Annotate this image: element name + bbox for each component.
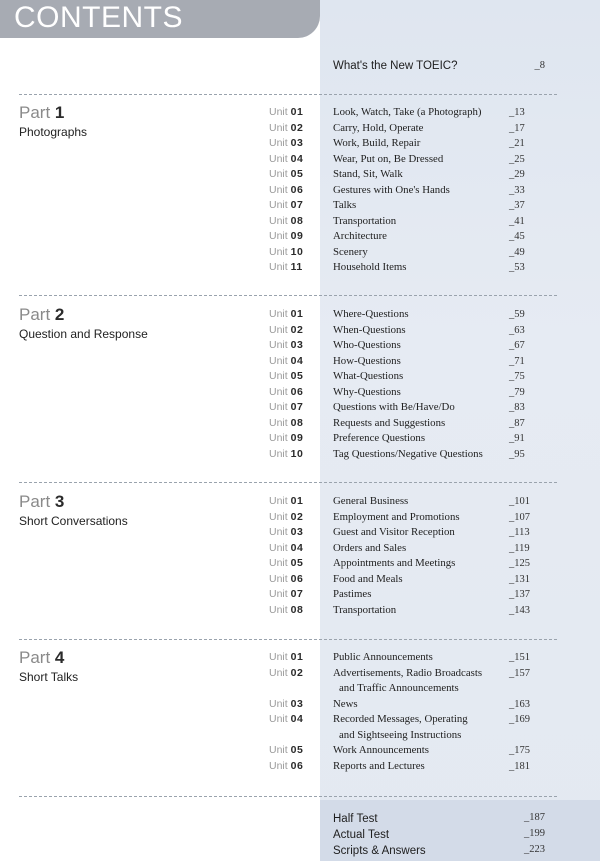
unit-title bbox=[333, 152, 505, 168]
unit-page: _17 bbox=[509, 122, 525, 134]
unit-page: _75 bbox=[509, 371, 525, 382]
part-number: 3 bbox=[54, 492, 65, 511]
unit-row[interactable] bbox=[269, 759, 559, 775]
unit-label bbox=[269, 307, 333, 321]
unit-number: 01 bbox=[290, 106, 304, 118]
unit-label bbox=[269, 260, 333, 274]
part-word: Part bbox=[19, 492, 51, 511]
unit-title-line1: Work Announcements bbox=[333, 744, 429, 756]
unit-title-line1: Requests and Suggestions bbox=[333, 416, 446, 429]
unit-title bbox=[333, 167, 505, 183]
unit-title bbox=[333, 697, 505, 713]
unit-title bbox=[333, 666, 505, 697]
unit-page: _53 bbox=[509, 262, 525, 273]
unit-label bbox=[269, 743, 333, 757]
unit-title-line1: Gestures with One's Hands bbox=[333, 183, 450, 196]
unit-word: Unit bbox=[269, 603, 288, 616]
unit-title bbox=[333, 712, 505, 743]
unit-number: 02 bbox=[290, 121, 304, 134]
unit-label bbox=[269, 214, 333, 228]
unit-title-line1: Work, Build, Repair bbox=[333, 137, 421, 149]
unit-page: _101 bbox=[509, 496, 530, 507]
unit-label bbox=[269, 666, 333, 680]
unit-word: Unit bbox=[269, 168, 288, 180]
unit-number: 01 bbox=[290, 308, 304, 320]
unit-number: 11 bbox=[290, 261, 303, 273]
unit-word: Unit bbox=[269, 432, 288, 444]
part-number: 2 bbox=[54, 305, 65, 324]
unit-title-line1: Scenery bbox=[333, 245, 368, 258]
unit-title-line1: When-Questions bbox=[333, 323, 406, 336]
unit-label bbox=[269, 556, 333, 570]
unit-title-line1: General Business bbox=[333, 495, 409, 507]
unit-row[interactable] bbox=[269, 494, 559, 510]
unit-label bbox=[269, 323, 333, 337]
part-number: 1 bbox=[54, 103, 65, 122]
unit-row[interactable] bbox=[269, 666, 559, 697]
back-matter-label: Actual Test bbox=[333, 828, 390, 841]
unit-row[interactable] bbox=[269, 121, 559, 137]
unit-row[interactable] bbox=[269, 214, 559, 230]
unit-page: _83 bbox=[509, 402, 525, 413]
unit-title bbox=[333, 136, 505, 152]
unit-page: _113 bbox=[509, 527, 530, 538]
page-title: CONTENTS bbox=[14, 1, 183, 34]
back-matter-page: _187 bbox=[524, 812, 545, 823]
unit-label bbox=[269, 431, 333, 445]
unit-row[interactable] bbox=[269, 400, 559, 416]
unit-title bbox=[333, 214, 505, 230]
unit-word: Unit bbox=[269, 744, 288, 756]
unit-title bbox=[333, 323, 505, 339]
unit-word: Unit bbox=[269, 183, 288, 196]
unit-label bbox=[269, 447, 333, 461]
part-label bbox=[19, 306, 148, 324]
unit-list bbox=[269, 307, 559, 462]
unit-word: Unit bbox=[269, 261, 288, 273]
part-number: 4 bbox=[54, 648, 65, 667]
part-heading bbox=[19, 104, 87, 139]
unit-title-line1: Public Announcements bbox=[333, 651, 433, 663]
unit-label bbox=[269, 245, 333, 259]
unit-row[interactable] bbox=[269, 541, 559, 557]
unit-title-line2: and Traffic Announcements bbox=[339, 682, 459, 694]
unit-page: _13 bbox=[509, 107, 525, 118]
unit-title bbox=[333, 307, 505, 323]
unit-title bbox=[333, 510, 505, 526]
unit-page: _63 bbox=[509, 324, 525, 336]
unit-word: Unit bbox=[269, 495, 288, 507]
unit-row[interactable] bbox=[269, 697, 559, 713]
unit-word: Unit bbox=[269, 697, 288, 710]
unit-title-line1: Tag Questions/Negative Questions bbox=[333, 447, 483, 460]
unit-number: 03 bbox=[290, 339, 304, 351]
unit-number: 04 bbox=[290, 541, 304, 554]
unit-word: Unit bbox=[269, 759, 288, 772]
unit-number: 06 bbox=[290, 385, 304, 398]
unit-title bbox=[333, 338, 505, 354]
unit-number: 09 bbox=[290, 230, 304, 242]
unit-title bbox=[333, 431, 505, 447]
unit-row[interactable] bbox=[269, 510, 559, 526]
section-divider bbox=[19, 295, 557, 296]
unit-number: 08 bbox=[290, 603, 304, 616]
unit-title-line1: How-Questions bbox=[333, 354, 401, 367]
unit-word: Unit bbox=[269, 572, 288, 585]
unit-row[interactable] bbox=[269, 167, 559, 183]
unit-word: Unit bbox=[269, 354, 288, 367]
unit-number: 02 bbox=[290, 323, 304, 336]
unit-title-line1: News bbox=[333, 697, 358, 710]
unit-list bbox=[269, 494, 559, 618]
unit-page: _137 bbox=[509, 589, 530, 600]
part-name: Photographs bbox=[19, 125, 88, 139]
unit-row[interactable] bbox=[269, 431, 559, 447]
unit-title-line1: Stand, Sit, Walk bbox=[333, 168, 403, 180]
unit-label bbox=[269, 759, 333, 773]
unit-label bbox=[269, 229, 333, 243]
back-matter-item-half-test[interactable] bbox=[333, 812, 545, 828]
unit-title bbox=[333, 556, 505, 572]
unit-title bbox=[333, 447, 505, 463]
unit-title bbox=[333, 229, 505, 245]
unit-number: 09 bbox=[290, 432, 304, 444]
unit-page: _125 bbox=[509, 558, 530, 569]
unit-title-line1: Appointments and Meetings bbox=[333, 557, 456, 569]
intro-page: _8 bbox=[534, 60, 545, 71]
unit-title bbox=[333, 245, 505, 261]
part-word: Part bbox=[19, 648, 51, 667]
unit-title-line1: Questions with Be/Have/Do bbox=[333, 401, 455, 413]
unit-label bbox=[269, 541, 333, 555]
unit-page: _95 bbox=[509, 448, 525, 460]
unit-number: 04 bbox=[290, 713, 304, 725]
unit-page: _143 bbox=[509, 604, 530, 616]
unit-row[interactable] bbox=[269, 587, 559, 603]
unit-label bbox=[269, 572, 333, 586]
unit-label bbox=[269, 697, 333, 711]
unit-list bbox=[269, 105, 559, 276]
unit-word: Unit bbox=[269, 137, 288, 149]
section-divider bbox=[19, 94, 557, 95]
unit-title-line1: Reports and Lectures bbox=[333, 759, 425, 772]
unit-page: _49 bbox=[509, 246, 525, 258]
unit-row[interactable] bbox=[269, 323, 559, 339]
unit-title bbox=[333, 385, 505, 401]
unit-title-line1: Transportation bbox=[333, 603, 397, 616]
unit-word: Unit bbox=[269, 557, 288, 569]
back-matter-page: _223 bbox=[524, 843, 545, 855]
unit-row[interactable] bbox=[269, 603, 559, 619]
unit-word: Unit bbox=[269, 323, 288, 336]
unit-title-line1: Carry, Hold, Operate bbox=[333, 121, 424, 134]
unit-label bbox=[269, 167, 333, 181]
unit-row[interactable] bbox=[269, 136, 559, 152]
unit-page: _59 bbox=[509, 309, 525, 320]
unit-label bbox=[269, 354, 333, 368]
unit-title-line2: and Sightseeing Instructions bbox=[339, 728, 462, 741]
unit-word: Unit bbox=[269, 541, 288, 554]
unit-number: 07 bbox=[290, 199, 304, 211]
unit-row[interactable] bbox=[269, 385, 559, 401]
unit-number: 07 bbox=[290, 588, 304, 600]
unit-number: 01 bbox=[290, 651, 304, 663]
unit-row[interactable] bbox=[269, 152, 559, 168]
unit-title bbox=[333, 587, 505, 603]
unit-number: 02 bbox=[290, 510, 304, 523]
unit-number: 04 bbox=[290, 354, 304, 367]
unit-label bbox=[269, 400, 333, 414]
part-word: Part bbox=[19, 305, 51, 324]
unit-number: 05 bbox=[290, 370, 304, 382]
unit-word: Unit bbox=[269, 121, 288, 134]
unit-label bbox=[269, 650, 333, 664]
unit-page: _71 bbox=[509, 355, 525, 367]
unit-label bbox=[269, 369, 333, 383]
part-name: Short Talks bbox=[19, 670, 79, 684]
unit-title bbox=[333, 260, 505, 276]
unit-word: Unit bbox=[269, 666, 288, 679]
part-label bbox=[19, 104, 87, 122]
unit-row[interactable] bbox=[269, 556, 559, 572]
unit-row[interactable] bbox=[269, 712, 559, 743]
unit-title-line1: Food and Meals bbox=[333, 572, 403, 585]
unit-page: _131 bbox=[509, 573, 530, 585]
unit-page: _67 bbox=[509, 340, 525, 351]
unit-row[interactable] bbox=[269, 743, 559, 759]
part-word: Part bbox=[19, 103, 51, 122]
unit-page: _119 bbox=[509, 542, 530, 554]
unit-row[interactable] bbox=[269, 447, 559, 463]
unit-number: 10 bbox=[290, 447, 304, 460]
unit-title bbox=[333, 121, 505, 137]
unit-label bbox=[269, 510, 333, 524]
unit-word: Unit bbox=[269, 199, 288, 211]
unit-label bbox=[269, 385, 333, 399]
unit-title bbox=[333, 743, 505, 759]
part-heading bbox=[19, 649, 78, 684]
unit-word: Unit bbox=[269, 510, 288, 523]
unit-row[interactable] bbox=[269, 338, 559, 354]
part-label bbox=[19, 649, 78, 667]
unit-title-line1: Talks bbox=[333, 199, 357, 211]
unit-number: 06 bbox=[290, 759, 304, 772]
unit-number: 06 bbox=[290, 183, 304, 196]
unit-number: 07 bbox=[290, 401, 304, 413]
unit-row[interactable] bbox=[269, 354, 559, 370]
unit-number: 05 bbox=[290, 744, 304, 756]
unit-word: Unit bbox=[269, 106, 288, 118]
unit-title bbox=[333, 369, 505, 385]
unit-row[interactable] bbox=[269, 369, 559, 385]
unit-number: 08 bbox=[290, 416, 304, 429]
unit-title-line1: What-Questions bbox=[333, 370, 404, 382]
unit-number: 08 bbox=[290, 214, 304, 227]
unit-title bbox=[333, 759, 505, 775]
unit-title-line1: Architecture bbox=[333, 230, 387, 242]
unit-page: _91 bbox=[509, 433, 525, 444]
part-label bbox=[19, 493, 128, 511]
back-matter-item-actual-test[interactable] bbox=[333, 828, 545, 844]
unit-number: 02 bbox=[290, 666, 304, 679]
unit-page: _33 bbox=[509, 184, 525, 196]
unit-row[interactable] bbox=[269, 183, 559, 199]
unit-row[interactable] bbox=[269, 525, 559, 541]
unit-label bbox=[269, 152, 333, 166]
unit-word: Unit bbox=[269, 385, 288, 398]
section-divider bbox=[19, 639, 557, 640]
unit-title-line1: Look, Watch, Take (a Photograph) bbox=[333, 106, 482, 118]
unit-word: Unit bbox=[269, 245, 288, 258]
unit-title-line1: Why-Questions bbox=[333, 385, 401, 398]
unit-page: _157 bbox=[509, 667, 530, 679]
unit-title-line1: Wear, Put on, Be Dressed bbox=[333, 152, 444, 165]
unit-word: Unit bbox=[269, 526, 288, 538]
unit-title-line1: Guest and Visitor Reception bbox=[333, 526, 455, 538]
unit-word: Unit bbox=[269, 447, 288, 460]
unit-number: 01 bbox=[290, 495, 304, 507]
unit-title-line1: Orders and Sales bbox=[333, 541, 407, 554]
unit-title-line1: Where-Questions bbox=[333, 308, 409, 320]
unit-word: Unit bbox=[269, 214, 288, 227]
unit-word: Unit bbox=[269, 308, 288, 320]
back-matter-page: _199 bbox=[524, 827, 545, 839]
unit-number: 03 bbox=[290, 697, 304, 710]
unit-number: 03 bbox=[290, 526, 304, 538]
unit-page: _29 bbox=[509, 169, 525, 180]
unit-title-line1: Transportation bbox=[333, 214, 397, 227]
unit-title bbox=[333, 650, 505, 666]
unit-title bbox=[333, 105, 505, 121]
unit-title bbox=[333, 494, 505, 510]
back-matter-label: Half Test bbox=[333, 813, 378, 825]
unit-page: _87 bbox=[509, 417, 525, 429]
unit-title bbox=[333, 525, 505, 541]
unit-number: 06 bbox=[290, 572, 304, 585]
unit-word: Unit bbox=[269, 370, 288, 382]
unit-label bbox=[269, 587, 333, 601]
section-divider bbox=[19, 796, 557, 797]
unit-label bbox=[269, 603, 333, 617]
back-matter-label: Scripts & Answers bbox=[333, 844, 426, 857]
unit-title bbox=[333, 198, 505, 214]
unit-title-line1: Who-Questions bbox=[333, 339, 401, 351]
unit-row[interactable] bbox=[269, 572, 559, 588]
unit-label bbox=[269, 105, 333, 119]
unit-word: Unit bbox=[269, 651, 288, 663]
section-divider bbox=[19, 482, 557, 483]
unit-page: _41 bbox=[509, 215, 525, 227]
unit-title bbox=[333, 416, 505, 432]
unit-list bbox=[269, 650, 559, 774]
unit-label bbox=[269, 183, 333, 197]
unit-label bbox=[269, 121, 333, 135]
unit-title-line1: Pastimes bbox=[333, 588, 372, 600]
unit-title bbox=[333, 183, 505, 199]
intro-entry[interactable] bbox=[333, 60, 545, 72]
unit-number: 10 bbox=[290, 245, 304, 258]
unit-number: 05 bbox=[290, 168, 304, 180]
unit-label bbox=[269, 338, 333, 352]
unit-row[interactable] bbox=[269, 650, 559, 666]
unit-row[interactable] bbox=[269, 416, 559, 432]
unit-row[interactable] bbox=[269, 245, 559, 261]
unit-title-line1: Preference Questions bbox=[333, 432, 426, 444]
unit-word: Unit bbox=[269, 401, 288, 413]
part-heading bbox=[19, 306, 148, 341]
unit-page: _107 bbox=[509, 511, 530, 523]
unit-word: Unit bbox=[269, 588, 288, 600]
unit-label bbox=[269, 416, 333, 430]
unit-word: Unit bbox=[269, 230, 288, 242]
unit-page: _37 bbox=[509, 200, 525, 211]
unit-number: 03 bbox=[290, 137, 304, 149]
unit-row[interactable] bbox=[269, 198, 559, 214]
unit-title-line1: Recorded Messages, Operating bbox=[333, 713, 468, 725]
unit-title bbox=[333, 400, 505, 416]
part-heading bbox=[19, 493, 128, 528]
unit-word: Unit bbox=[269, 152, 288, 165]
unit-page: _175 bbox=[509, 745, 530, 756]
intro-label: What's the New TOEIC? bbox=[333, 60, 458, 72]
unit-label bbox=[269, 525, 333, 539]
unit-row[interactable] bbox=[269, 307, 559, 323]
back-matter-item-scripts-answers[interactable] bbox=[333, 844, 545, 860]
unit-word: Unit bbox=[269, 339, 288, 351]
unit-row[interactable] bbox=[269, 260, 559, 276]
unit-label bbox=[269, 136, 333, 150]
unit-word: Unit bbox=[269, 713, 288, 725]
unit-title-line1: Employment and Promotions bbox=[333, 510, 460, 523]
unit-title bbox=[333, 541, 505, 557]
part-name: Question and Response bbox=[19, 327, 148, 341]
unit-page: _151 bbox=[509, 652, 530, 663]
unit-label bbox=[269, 494, 333, 508]
unit-title-line1: Household Items bbox=[333, 261, 407, 273]
unit-row[interactable] bbox=[269, 229, 559, 245]
unit-page: _181 bbox=[509, 760, 530, 772]
unit-page: _21 bbox=[509, 138, 525, 149]
back-matter-list bbox=[333, 812, 545, 859]
unit-page: _163 bbox=[509, 698, 530, 710]
unit-label bbox=[269, 198, 333, 212]
unit-page: _45 bbox=[509, 231, 525, 242]
unit-number: 05 bbox=[290, 557, 304, 569]
unit-title bbox=[333, 603, 505, 619]
unit-page: _25 bbox=[509, 153, 525, 165]
unit-title bbox=[333, 572, 505, 588]
unit-word: Unit bbox=[269, 416, 288, 429]
unit-label bbox=[269, 712, 333, 726]
unit-number: 04 bbox=[290, 152, 304, 165]
title-banner bbox=[0, 0, 320, 38]
unit-title bbox=[333, 354, 505, 370]
part-name: Short Conversations bbox=[19, 514, 128, 528]
unit-title-line1: Advertisements, Radio Broadcasts bbox=[333, 666, 483, 679]
unit-row[interactable] bbox=[269, 105, 559, 121]
unit-page: _169 bbox=[509, 714, 530, 725]
unit-page: _79 bbox=[509, 386, 525, 398]
